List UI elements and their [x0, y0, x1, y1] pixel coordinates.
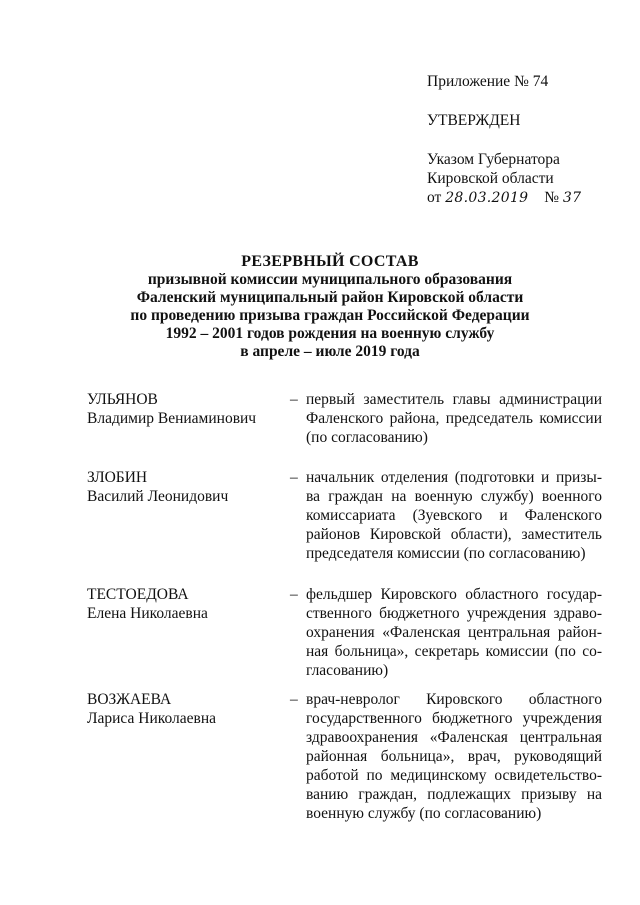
position-line: военную службу (по согласованию)	[306, 805, 542, 822]
member-surname: УЛЬЯНОВ	[87, 391, 158, 408]
position-line: Фаленского района, председатель комиссии	[306, 410, 602, 427]
member-given-name: Владимир Вениаминович	[87, 410, 257, 427]
position-line: врач-невролог Кировского областного	[306, 691, 602, 708]
member-name	[87, 585, 287, 623]
appendix-number: Приложение № 74	[427, 73, 549, 90]
decree-date-line	[427, 188, 627, 208]
member-position	[306, 468, 602, 563]
position-line: ванию граждан, подлежащих призыву на	[306, 786, 602, 803]
title-line: по проведению призыва граждан Российской Федерации	[130, 307, 530, 324]
position-line: ва граждан на военную службу) военного	[306, 488, 602, 505]
title-line: Фаленский муниципальный район Кировской области	[136, 289, 524, 306]
approved-by-line2: Кировской области	[427, 170, 554, 187]
member-position	[306, 585, 602, 680]
member-position	[306, 690, 602, 823]
member-given-name: Василий Леонидович	[87, 488, 229, 505]
position-line: здравоохранения «Фаленская центральная	[306, 729, 602, 746]
approved-by-line1: Указом Губернатора	[427, 151, 560, 168]
approval-block	[427, 72, 627, 208]
member-dash: –	[290, 586, 298, 603]
position-line: первый заместитель главы администрации	[306, 391, 602, 408]
document-title	[60, 253, 600, 361]
member-name	[87, 390, 287, 428]
position-line: начальник отделения (подготовки и призы-	[306, 469, 602, 486]
number-prefix: №	[544, 189, 560, 206]
position-line: гласованию)	[306, 662, 389, 679]
position-line: районная больница», врач, руководящий	[306, 748, 602, 765]
approved-stamp: УТВЕРЖДЕН	[427, 112, 521, 129]
position-line: комиссариата (Зуевского и Фаленского	[306, 507, 602, 524]
title-line: призывной комиссии муниципального образования	[147, 271, 513, 288]
member-given-name: Елена Николаевна	[87, 605, 208, 622]
position-line: районов Кировской области), заместитель	[306, 526, 602, 543]
position-line: (по согласованию)	[306, 429, 428, 446]
position-line: охранения «Фаленская центральная район-	[306, 624, 602, 641]
position-line: фельдшер Кировского областного государ-	[306, 586, 602, 603]
member-name	[87, 690, 287, 728]
member-name	[87, 468, 287, 506]
member-surname: ТЕСТОЕДОВА	[87, 586, 189, 603]
position-line: ная больница», секретарь комиссии (по со-	[306, 643, 602, 660]
title-main: РЕЗЕРВНЫЙ СОСТАВ	[241, 253, 419, 270]
member-dash: –	[290, 391, 298, 408]
date-prefix: от	[427, 189, 442, 206]
position-line: государственного бюджетного учреждения	[306, 710, 602, 727]
member-position	[306, 390, 602, 447]
title-line: 1992 – 2001 годов рождения на военную службу	[165, 325, 495, 342]
member-surname: ВОЗЖАЕВА	[87, 691, 172, 708]
title-line: в апреле – июле 2019 года	[240, 343, 420, 360]
handwritten-date: 28.03.2019	[445, 190, 529, 206]
member-dash: –	[290, 469, 298, 486]
position-line: председателя комиссии (по согласованию)	[306, 545, 586, 562]
member-given-name: Лариса Николаевна	[87, 710, 217, 727]
handwritten-number: 37	[562, 190, 582, 206]
member-surname: ЗЛОБИН	[87, 469, 148, 486]
member-dash: –	[290, 691, 298, 708]
position-line: ственного бюджетного учреждения здраво-	[306, 605, 602, 622]
position-line: работой по медицинскому освидетельство-	[306, 767, 602, 784]
